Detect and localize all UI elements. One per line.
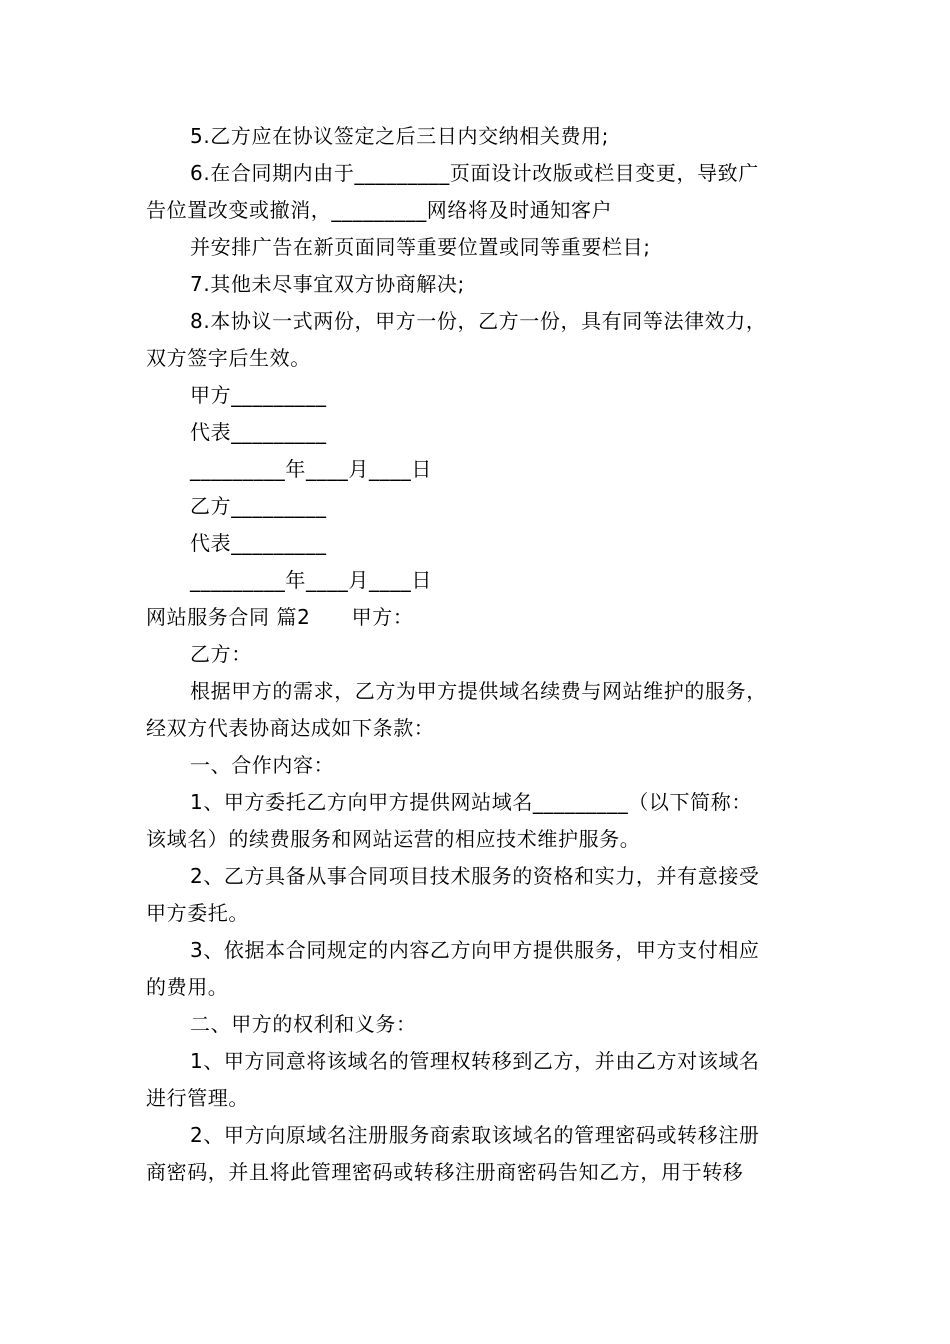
- clause-7: 7.其他未尽事宜双方协商解决;: [190, 272, 465, 296]
- section-1-item-1-line-1: 1、甲方委托乙方向甲方提供网站域名_________（以下简称：: [190, 790, 752, 814]
- clause-5: 5.乙方应在协议签定之后三日内交纳相关费用;: [190, 124, 610, 148]
- party-b-representative: 代表_________: [190, 531, 327, 555]
- clause-6-line-1: 6.在合同期内由于_________页面设计改版或栏目变更，导致广: [190, 161, 759, 185]
- section-2-heading: 二、甲方的权利和义务：: [190, 1012, 417, 1036]
- party-a-signature: 甲方_________: [190, 383, 327, 407]
- party-b-signature: 乙方_________: [190, 494, 327, 518]
- clause-8-line-2: 双方签字后生效。: [146, 346, 311, 370]
- preamble-line-2: 经双方代表协商达成如下条款：: [146, 716, 435, 740]
- clause-8-line-1: 8.本协议一式两份，甲方一份，乙方一份，具有同等法律效力，: [190, 309, 767, 333]
- section-1-item-2-line-1: 2、乙方具备从事合同项目技术服务的资格和实力，并有意接受: [190, 864, 760, 888]
- section-2-item-1-line-1: 1、甲方同意将该域名的管理权转移到乙方，并由乙方对该域名: [190, 1049, 760, 1073]
- document-body: [146, 118, 818, 1191]
- preamble-line-1: 根据甲方的需求，乙方为甲方提供域名续费与网站维护的服务，: [190, 679, 767, 703]
- section-1-item-1-line-2: 该域名）的续费服务和网站运营的相应技术维护服务。: [146, 827, 641, 851]
- section-1-item-3-line-1: 3、依据本合同规定的内容乙方向甲方提供服务，甲方支付相应: [190, 938, 760, 962]
- party-b-label: 乙方：: [190, 642, 252, 666]
- party-a-date: _________年____月____日: [190, 457, 432, 481]
- section-1-heading: 一、合作内容：: [190, 753, 335, 777]
- section-2-item-1-line-2: 进行管理。: [146, 1086, 249, 1110]
- clause-6-line-3: 并安排广告在新页面同等重要位置或同等重要栏目;: [190, 235, 651, 259]
- party-a-representative: 代表_________: [190, 420, 327, 444]
- section-1-item-3-line-2: 的费用。: [146, 975, 229, 999]
- section-1-item-2-line-2: 甲方委托。: [146, 901, 249, 925]
- section-2-item-2-line-1: 2、甲方向原域名注册服务商索取该域名的管理密码或转移注册: [190, 1123, 760, 1147]
- party-b-date: _________年____月____日: [190, 568, 432, 592]
- section-2-item-2-line-2: 商密码，并且将此管理密码或转移注册商密码告知乙方，用于转移: [146, 1160, 744, 1184]
- contract-2-heading: 网站服务合同 篇2 甲方：: [146, 605, 414, 629]
- clause-6-line-2: 告位置改变或撤消，_________网络将及时通知客户: [146, 198, 613, 222]
